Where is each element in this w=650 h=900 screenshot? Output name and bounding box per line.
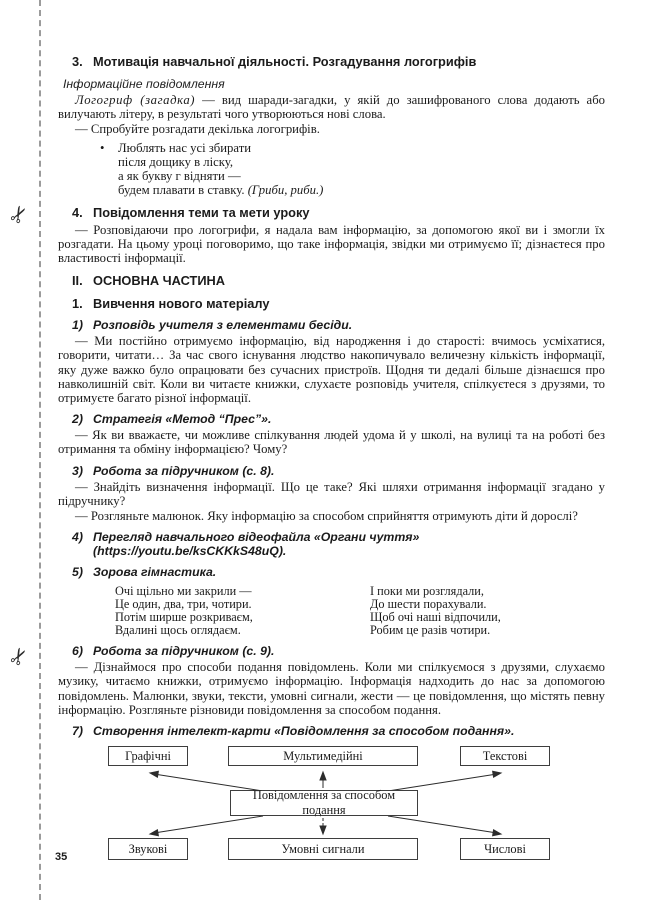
subitem-2: 2) Стратегія «Метод “Прес”». <box>72 412 272 427</box>
section-4-paragraph: — Розповідаючи про логогрифи, я надала вам інформацію, за допомогою якої ви і змогли їх розгадати. На цьому уроці поговоримо, що таке інформація, звідки ми отримуємо її; дізнаєтеся про властивості інформації. <box>58 222 605 266</box>
riddle-poem <box>100 141 605 197</box>
mind-map-diagram <box>58 746 605 862</box>
page-number: 35 <box>55 851 68 863</box>
part-2-heading <box>58 274 605 288</box>
riddle-line: Люблять нас усі збирати <box>118 140 252 155</box>
try-riddles-line: — Спробуйте розгадати декілька логогрифів. <box>75 122 320 137</box>
part-title: ОСНОВНА ЧАСТИНА <box>93 273 226 289</box>
scissors-icon: ✂ <box>4 642 36 671</box>
subsection-1-heading <box>58 297 605 311</box>
textbook-question-1: — Знайдіть визначення інформації. Що це таке? Які шляхи отримання інформації згадано у підручнику? <box>58 479 605 508</box>
subsection-title: Вивчення нового матеріалу <box>93 296 270 312</box>
diagram-box-sound: Звукові <box>108 838 188 860</box>
poem-column-right: І поки ми розглядали, До шести порахували. Щоб очі наші відпочили, Робим це разів чотири. <box>370 584 501 638</box>
diagram-box-multimedia: Мультимедійні <box>228 746 418 766</box>
textbook-question-2: — Розгляньте малюнок. Яку інформацію за способом сприйняття отримують діти й дорослі? <box>75 509 578 524</box>
subitem-4: 4) Перегляд навчального відеофайла «Органи чуття» (https://youtu.be/ksCKKkS48uQ). <box>72 530 420 559</box>
subitem-1: 1) Розповідь учителя з елементами бесіди. <box>72 318 353 333</box>
riddle-lines <box>118 141 323 197</box>
subitem-3: 3) Робота за підручником (с. 8). <box>72 463 275 478</box>
info-message-label: Інформаційне повідомлення <box>63 77 225 91</box>
section-title: Мотивація навчальної діяльності. Розгадування логогрифів <box>93 54 477 69</box>
page-content <box>58 46 605 862</box>
section-3-heading <box>58 55 605 69</box>
diagram-box-signals: Умовні сигнали <box>228 838 418 860</box>
section-number: 3. <box>72 54 83 69</box>
riddle-line: після дощику в ліску, <box>118 154 234 169</box>
definition-text: — вид шаради-загадки, у якій до зашифрованого слова додають або вилучають літеру, в результаті чого утворюються нові слова. <box>58 93 605 122</box>
eye-gymnastics-poem <box>115 585 605 637</box>
subitem-7: 7) Створення інтелект-карти «Повідомлення за способом подання». <box>72 724 515 739</box>
part-number: II. <box>72 273 83 289</box>
textbook9-paragraph: — Дізнаймося про способи подання повідомлень. Коли ми спілкуємося з друзями, слухаємо музику, читаємо книжки, отримуємо інформацію. Інформація надходить до нас за допомогою повідомлень. Малюнки, звуки, тексти, умовні сигнали, жести — це повідомлення, що містять певну інформацію. Розгляньте різновиди повідомлення за способом подання. <box>58 660 605 717</box>
bullet-marker: • <box>100 140 105 155</box>
riddle-line: а як букву г відняти — <box>118 168 241 183</box>
cut-dashed-line <box>39 0 41 900</box>
logogriph-definition <box>58 93 605 121</box>
diagram-box-graphic: Графічні <box>108 746 188 766</box>
section-4-heading <box>58 206 605 220</box>
press-question-paragraph: — Як ви вважаєте, чи можливе спілкування людей удома й у школі, на вулиці та на роботі без отримання та обміну інформацією? Чому? <box>58 428 605 457</box>
teacher-story-paragraph: — Ми постійно отримуємо інформацію, від народження і до старості: вчимось усміхатися, говорити, читати… За час свого існування людство накопичувало величезну кількість інформації, яку дуже важко було опрацювати без сучасних пристроїв. Щодня ти дедалі більше дізнаєшся про навколишній світ. Коли ви читаєте книжки, слухаєте розповідь учителя, спілкуєтеся з друзями, то отримуєте багато різної інформації. <box>58 334 605 406</box>
diagram-box-center: Повідомлення за способом подання <box>230 790 418 816</box>
subitem-6: 6) Робота за підручником (с. 9). <box>72 644 275 659</box>
scissors-icon: ✂ <box>4 200 36 229</box>
diagram-box-numeric: Числові <box>460 838 550 860</box>
subsection-number: 1. <box>72 296 83 312</box>
section-number: 4. <box>72 204 83 220</box>
section-title: Повідомлення теми та мети уроку <box>93 204 310 220</box>
term-logogriph: Логогриф (загадка) <box>75 93 196 107</box>
diagram-box-text: Текстові <box>460 746 550 766</box>
riddle-line: будем плавати в ставку. (Гриби, риби.) <box>118 182 324 197</box>
riddle-answer: (Гриби, риби.) <box>247 182 324 197</box>
poem-column-left: Очі щільно ми закрили — Це один, два, три, чотири. Потім ширше розкриваєм, Вдалині щось оглядаєм. <box>115 584 253 638</box>
subitem-5: 5) Зорова гімнастика. <box>72 565 217 580</box>
